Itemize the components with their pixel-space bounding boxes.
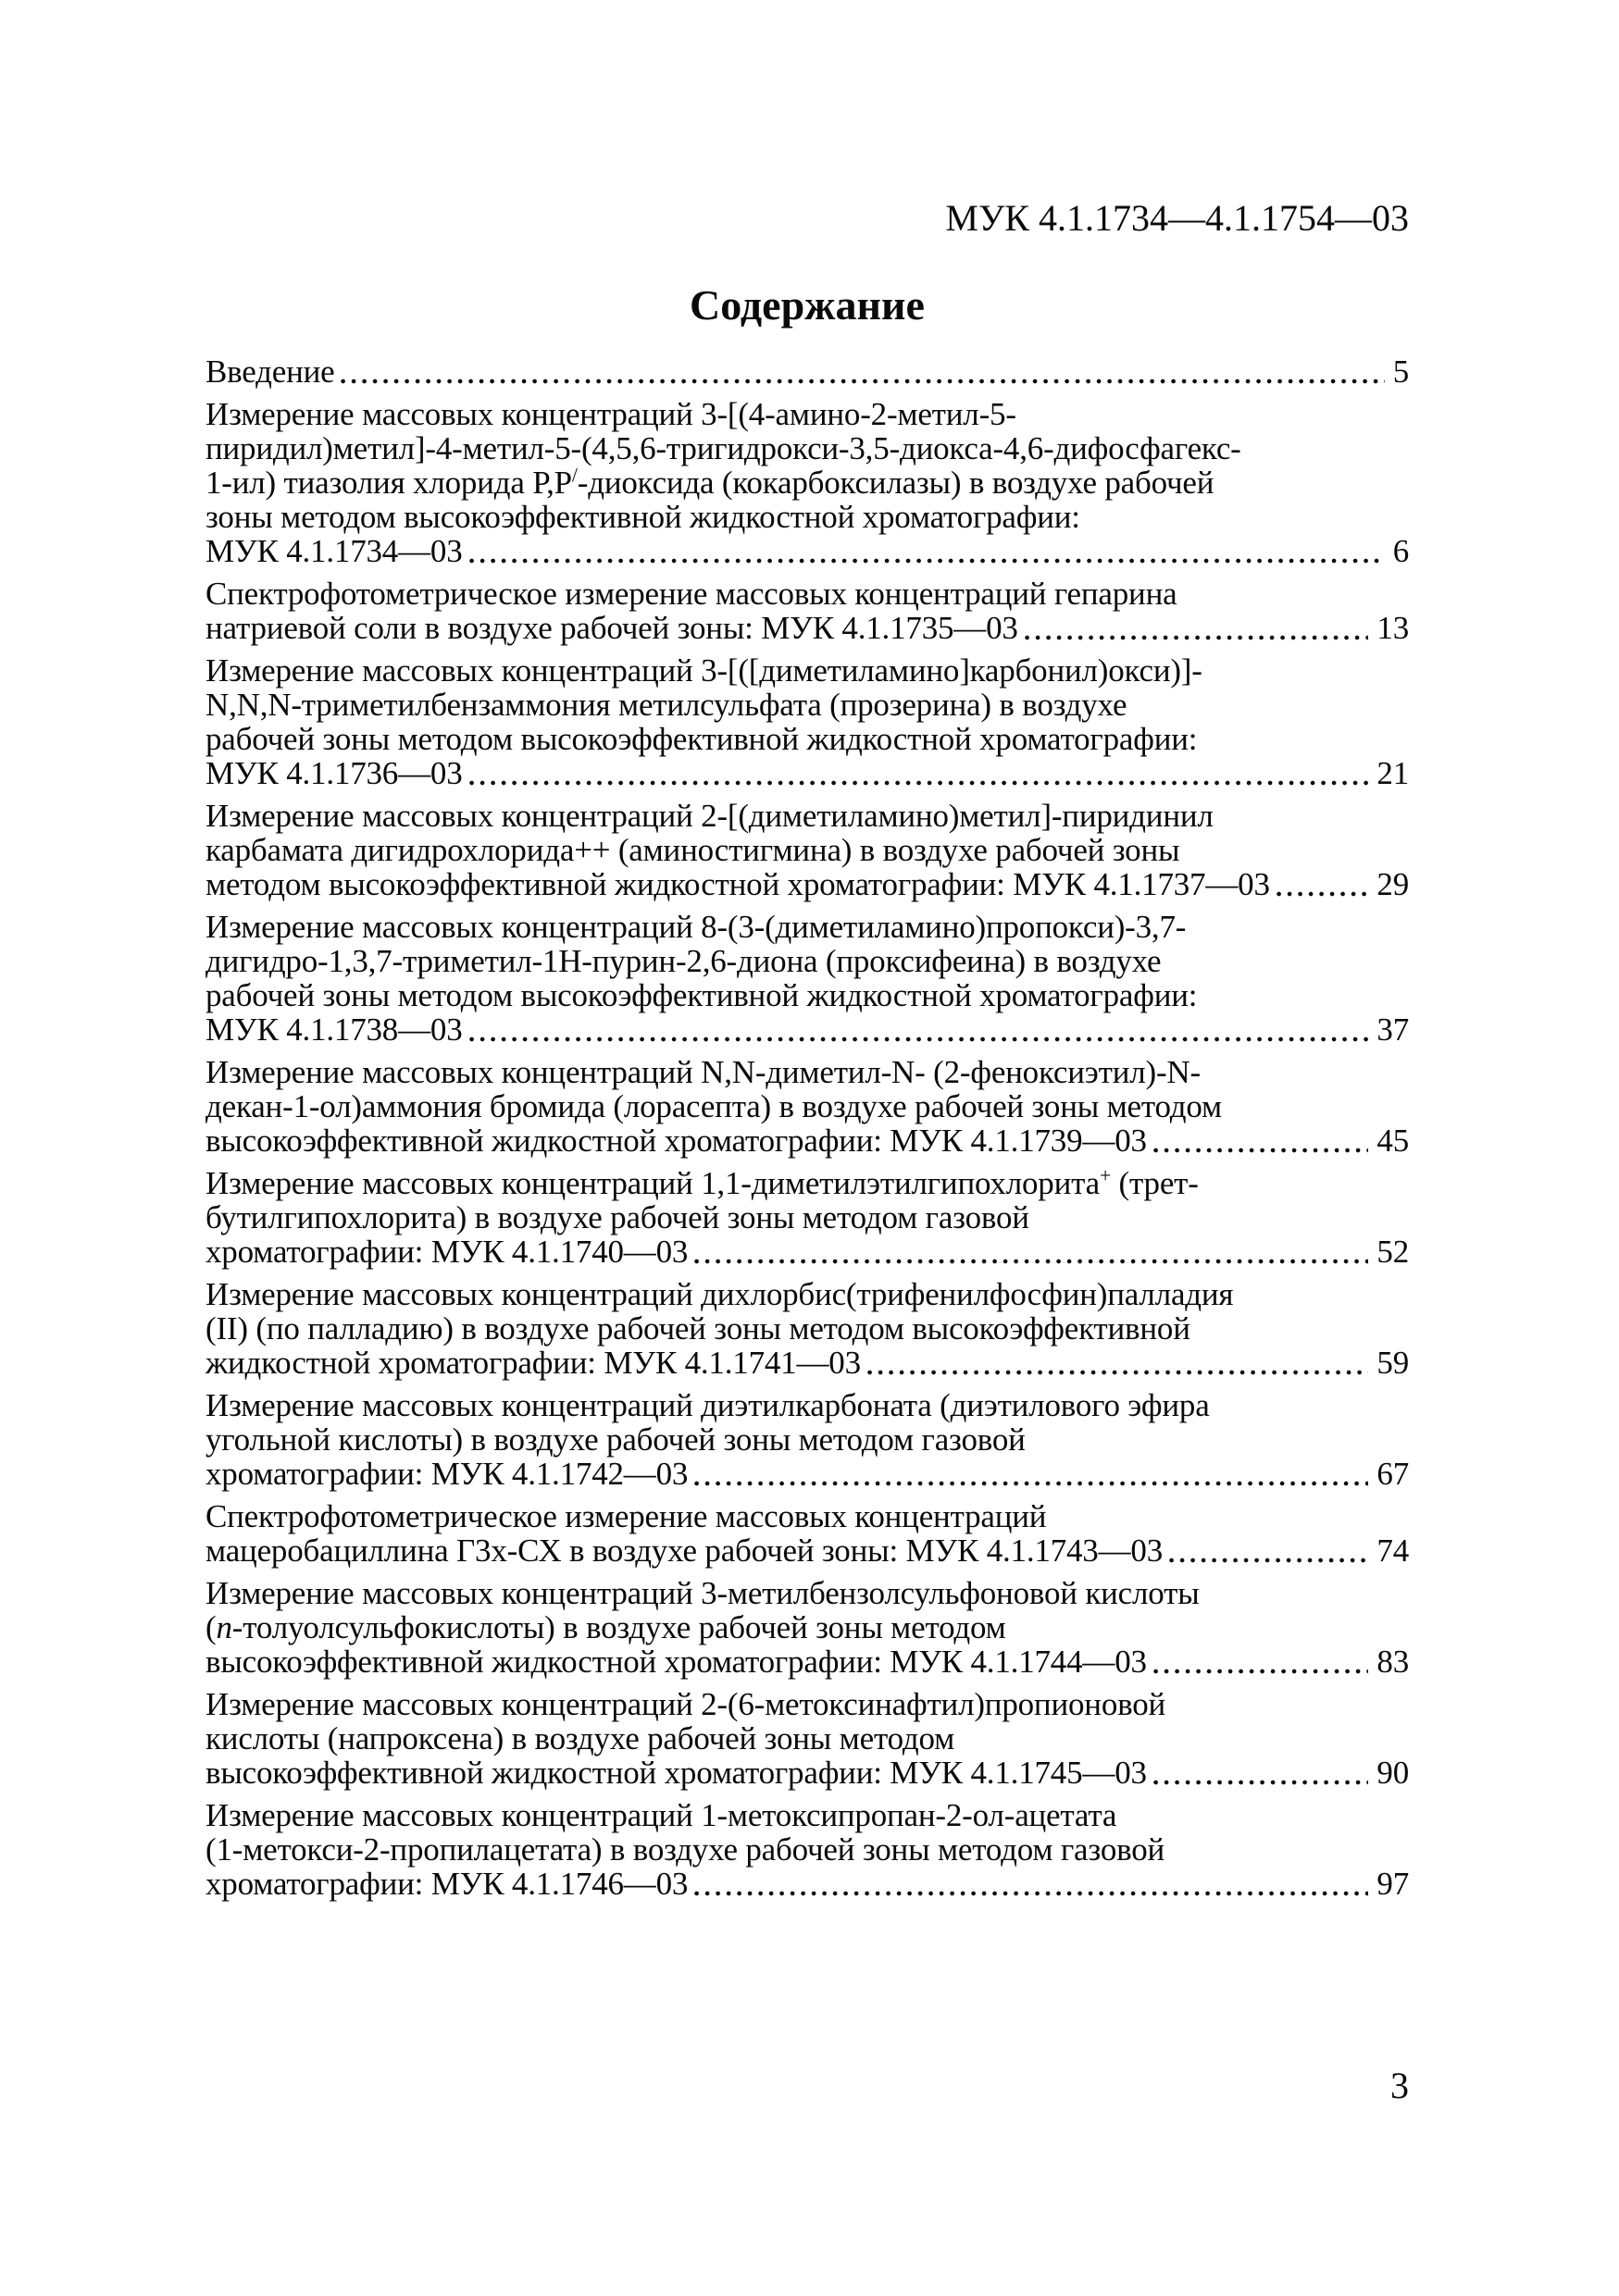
toc-entry	[205, 910, 1409, 1047]
toc-line-text: Измерение массовых концентраций 1,1-диметилэтилгипохлорита	[205, 1165, 1100, 1202]
toc-final-line	[205, 1346, 1409, 1380]
toc-final-line	[205, 1533, 1409, 1568]
toc-entry	[205, 799, 1409, 901]
toc-line: пиридил)метил]-4-метил-5-(4,5,6-тригидрокси-3,5-диокса-4,6-дифосфагекс-	[205, 430, 1241, 467]
toc-final-line	[205, 611, 1409, 645]
toc-page-ref: 90	[1376, 1755, 1409, 1792]
toc-line-text: (трет-	[1111, 1165, 1199, 1202]
dot-leader	[867, 1369, 1369, 1376]
toc-page-ref: 52	[1376, 1234, 1409, 1271]
toc-line: Измерение массовых концентраций N,N-диметил-N- (2-феноксиэтил)-N-	[205, 1054, 1201, 1091]
toc-line: (II) (по палладию) в воздухе рабочей зоны методом высокоэффективной	[205, 1310, 1190, 1347]
toc-entry	[205, 653, 1409, 790]
toc-line-text: -диоксида (кокарбоксилазы) в воздухе рабочей	[577, 465, 1214, 502]
dot-leader	[341, 378, 1384, 385]
toc-line	[205, 1166, 1409, 1200]
toc-final-line	[205, 1235, 1409, 1269]
toc-final-line	[205, 867, 1409, 901]
toc-line-text: (	[205, 1609, 217, 1646]
dot-leader	[469, 779, 1369, 787]
toc-line: Измерение массовых концентраций 2-(6-метоксинафтил)пропионовой	[205, 1686, 1166, 1723]
toc-final-line	[205, 1867, 1409, 1901]
toc-entry	[205, 397, 1409, 568]
page-content	[205, 0, 1409, 1909]
toc-line: рабочей зоны методом высокоэффективной жидкостной хроматографии:	[205, 721, 1198, 758]
dot-leader	[1169, 1557, 1368, 1564]
toc-entry-code: МУК 4.1.1738—03	[205, 1011, 463, 1049]
toc-line: Измерение массовых концентраций 8-(3-(диметиламино)пропокси)-3,7-	[205, 909, 1187, 946]
dot-leader	[469, 1036, 1369, 1043]
toc-line: (1-метокси-2-пропилацетата) в воздухе рабочей зоны методом газовой	[205, 1831, 1165, 1868]
toc-entry	[205, 1388, 1409, 1491]
toc-entry	[205, 354, 1409, 389]
toc-line: Измерение массовых концентраций 2-[(диметиламино)метил]-пиридинил	[205, 798, 1214, 835]
toc-final-line	[205, 534, 1409, 568]
toc-entry-title: Введение	[205, 354, 335, 391]
toc-final-line	[205, 354, 1409, 389]
toc-entry-code: МУК 4.1.1736—03	[205, 755, 463, 792]
toc-line: Измерение массовых концентраций 1-метоксипропан-2-ол-ацетата	[205, 1797, 1117, 1834]
dot-leader	[1025, 634, 1369, 641]
superscript-prime: /	[571, 464, 578, 487]
toc-line: Измерение массовых концентраций диэтилкарбоната (диэтилового эфира	[205, 1387, 1210, 1424]
toc-page-ref: 6	[1392, 533, 1409, 570]
toc-final-line	[205, 756, 1409, 790]
toc-line: зоны методом высокоэффективной жидкостной хроматографии:	[205, 499, 1080, 536]
toc-page-ref: 59	[1376, 1345, 1409, 1382]
toc-line: N,N,N-триметилбензаммония метилсульфата (прозерина) в воздухе	[205, 687, 1127, 724]
toc-page-ref: 21	[1376, 755, 1409, 792]
toc-entry-code: методом высокоэффективной жидкостной хроматографии: МУК 4.1.1737—03	[205, 866, 1270, 903]
toc-line: карбамата дигидрохлорида++ (аминостигмина) в воздухе рабочей зоны	[205, 832, 1180, 869]
toc-entry	[205, 1166, 1409, 1269]
toc-line: угольной кислоты) в воздухе рабочей зоны методом газовой	[205, 1421, 1026, 1458]
toc-final-line	[205, 1123, 1409, 1158]
toc-entry-code: мацеробациллина Г3х-СХ в воздухе рабочей зоны: МУК 4.1.1743—03	[205, 1533, 1164, 1570]
toc-page-ref: 13	[1376, 610, 1409, 647]
toc-line: Спектрофотометрическое измерение массовых концентраций гепарина	[205, 576, 1177, 613]
dot-leader	[1277, 890, 1369, 898]
toc-entry	[205, 1576, 1409, 1679]
dot-leader	[694, 1890, 1368, 1897]
page-title: Содержание	[690, 281, 925, 329]
toc-page-ref: 74	[1376, 1533, 1409, 1570]
toc-line: Измерение массовых концентраций 3-метилбензолсульфоновой кислоты	[205, 1575, 1200, 1612]
toc-entry-code: хроматографии: МУК 4.1.1742—03	[205, 1456, 689, 1493]
toc-entry	[205, 1798, 1409, 1901]
italic-n-prefix: п	[216, 1609, 232, 1646]
toc-entry-code: хроматографии: МУК 4.1.1740—03	[205, 1234, 689, 1271]
toc-entry	[205, 1055, 1409, 1158]
toc-line-text: -толуолсульфокислоты) в воздухе рабочей зоны методом	[231, 1609, 1006, 1646]
toc-entry	[205, 1687, 1409, 1790]
toc-final-line	[205, 1756, 1409, 1790]
dot-leader	[469, 557, 1385, 565]
toc-entry-code: высокоэффективной жидкостной хроматографии: МУК 4.1.1739—03	[205, 1123, 1147, 1160]
toc-page-ref: 97	[1376, 1866, 1409, 1903]
toc-line	[205, 465, 1409, 500]
toc-line: Измерение массовых концентраций 3-[([диметиламино]карбонил)окси)]-	[205, 652, 1202, 689]
document-code-header: МУК 4.1.1734—4.1.1754—03	[945, 197, 1409, 239]
toc-line: Измерение массовых концентраций 3-[(4-амино-2-метил-5-	[205, 396, 1016, 433]
table-of-contents	[205, 354, 1409, 1901]
toc-entry-code: жидкостной хроматографии: МУК 4.1.1741—03	[205, 1345, 861, 1382]
toc-entry	[205, 1499, 1409, 1568]
toc-line: Измерение массовых концентраций дихлорбис(трифенилфосфин)палладия	[205, 1276, 1234, 1313]
toc-entry	[205, 1277, 1409, 1380]
toc-page-ref: 5	[1392, 354, 1409, 391]
toc-line: рабочей зоны методом высокоэффективной жидкостной хроматографии:	[205, 977, 1198, 1014]
toc-final-line	[205, 1457, 1409, 1491]
dot-leader	[694, 1480, 1368, 1487]
dot-leader	[1153, 1147, 1369, 1154]
toc-line: бутилгипохлорита) в воздухе рабочей зоны методом газовой	[205, 1199, 1029, 1236]
dot-leader	[694, 1258, 1368, 1265]
toc-line: дигидро-1,3,7-триметил-1Н-пурин-2,6-диона (проксифеина) в воздухе	[205, 943, 1162, 980]
toc-line: кислоты (напроксена) в воздухе рабочей зоны методом	[205, 1720, 955, 1757]
toc-line	[205, 1610, 1409, 1644]
toc-page-ref: 83	[1376, 1644, 1409, 1681]
dot-leader	[1153, 1779, 1369, 1786]
toc-page-ref: 45	[1376, 1123, 1409, 1160]
toc-page-ref: 29	[1376, 866, 1409, 903]
toc-line-text: 1-ил) тиазолия хлорида Р,Р	[205, 465, 572, 502]
toc-entry	[205, 577, 1409, 645]
footer-page-number: 3	[1390, 2065, 1409, 2106]
toc-final-line	[205, 1644, 1409, 1679]
toc-entry-code: высокоэффективной жидкостной хроматографии: МУК 4.1.1744—03	[205, 1644, 1147, 1681]
toc-final-line	[205, 1012, 1409, 1047]
toc-page-ref: 37	[1376, 1011, 1409, 1049]
toc-line: декан-1-ол)аммония бромида (лорасепта) в воздухе рабочей зоны методом	[205, 1088, 1222, 1125]
toc-page-ref: 67	[1376, 1456, 1409, 1493]
dot-leader	[1153, 1668, 1369, 1675]
toc-entry-code: высокоэффективной жидкостной хроматографии: МУК 4.1.1745—03	[205, 1755, 1147, 1792]
toc-entry-code: МУК 4.1.1734—03	[205, 533, 463, 570]
toc-entry-code: хроматографии: МУК 4.1.1746—03	[205, 1866, 689, 1903]
superscript-plus: +	[1099, 1164, 1111, 1187]
toc-entry-code: натриевой соли в воздухе рабочей зоны: МУК 4.1.1735—03	[205, 610, 1018, 647]
toc-line: Спектрофотометрическое измерение массовых концентраций	[205, 1498, 1047, 1535]
